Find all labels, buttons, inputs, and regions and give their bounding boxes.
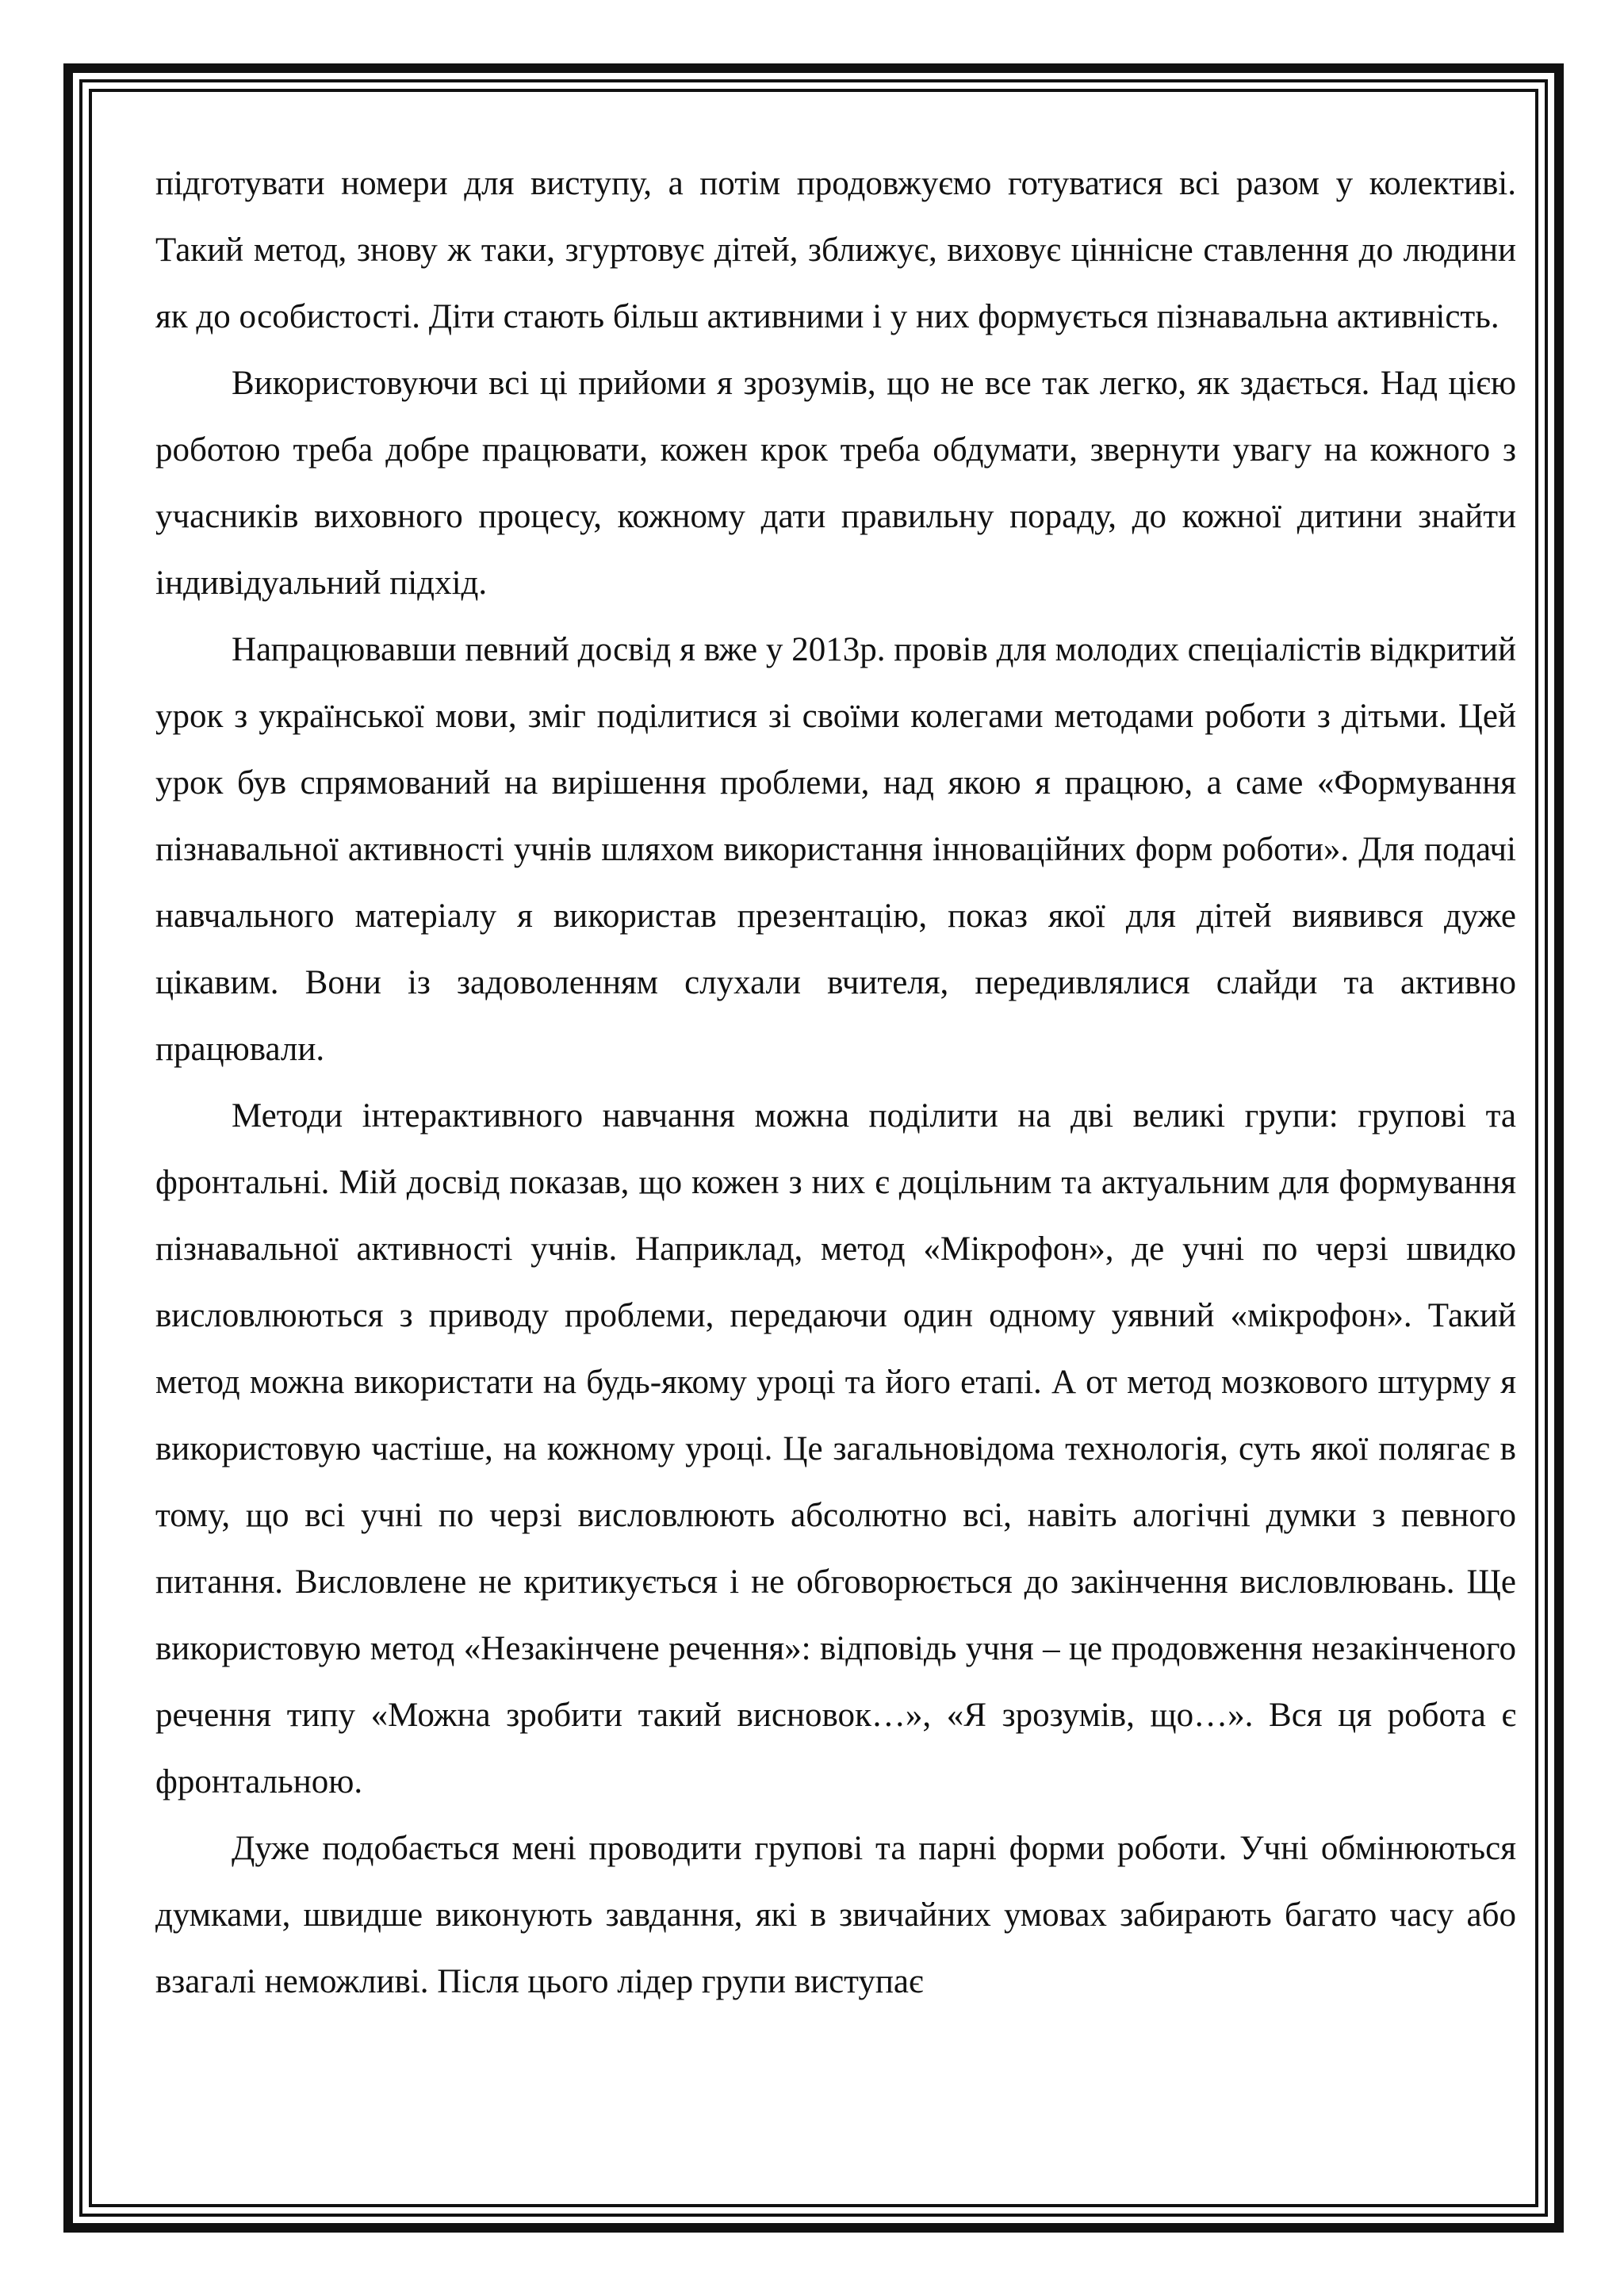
paragraph-4: Методи інтерактивного навчання можна поділити на дві великі групи: групові та фронтальні. Мій досвід показав, що кожен з них є доцільним та актуальним для формування пізнавальної активності учнів. Наприклад, метод «Мікрофон», де учні по черзі швидко висловлюються з приводу проблеми, передаючи один одному уявний «мікрофон». Такий метод можна використати на будь-якому уроці та його етапі. А от метод мозкового штурму я використовую частіше, на кожному уроці. Це загальновідома технологія, суть якої полягає в тому, що всі учні по черзі висловлюють абсолютно всі, навіть алогічні думки з певного питання. Висловлене не критикується і не обговорюється до закінчення висловлювань. Ще використовую метод «Незакінчене речення»: відповідь учня – це продовження незакінченого речення типу «Можна зробити такий висновок…», «Я зрозумів, що…». Вся ця робота є фронтальною. — [155, 1097, 1516, 1800]
paragraph-2: Використовуючи всі ці прийоми я зрозумів, що не все так легко, як здається. Над цією роботою треба добре працювати, кожен крок треба обдумати, звернути увагу на кожного з учасників виховного процесу, кожному дати правильну пораду, до кожної дитини знайти індивідуальний підхід. — [155, 365, 1516, 602]
paragraph-5: Дуже подобається мені проводити групові та парні форми роботи. Учні обмінюються думками, швидше виконують завдання, які в звичайних умовах забирають багато часу або взагалі неможливі. Після цього лідер групи виступає — [155, 1830, 1516, 2000]
paragraph-3: Напрацювавши певний досвід я вже у 2013р. провів для молодих спеціалістів відкритий урок з української мови, зміг поділитися зі своїми колегами методами роботи з дітьми. Цей урок був спрямований на вирішення проблеми, над якою я працюю, а саме «Формування пізнавальної активності учнів шляхом використання інноваційних форм роботи». Для подачі навчального матеріалу я використав презентацію, показ якої для дітей виявився дуже цікавим. Вони із задоволенням слухали вчителя, передивлялися слайди та активно працювали. — [155, 631, 1516, 1068]
paragraph-1: підготувати номери для виступу, а потім продовжуємо готуватися всі разом у колективі. Такий метод, знову ж таки, згуртовує дітей, зближує, виховує ціннісне ставлення до людини як до особистості. Діти стають більш активними і у них формується пізнавальна активність. — [155, 165, 1516, 335]
document-body — [155, 151, 1516, 2015]
